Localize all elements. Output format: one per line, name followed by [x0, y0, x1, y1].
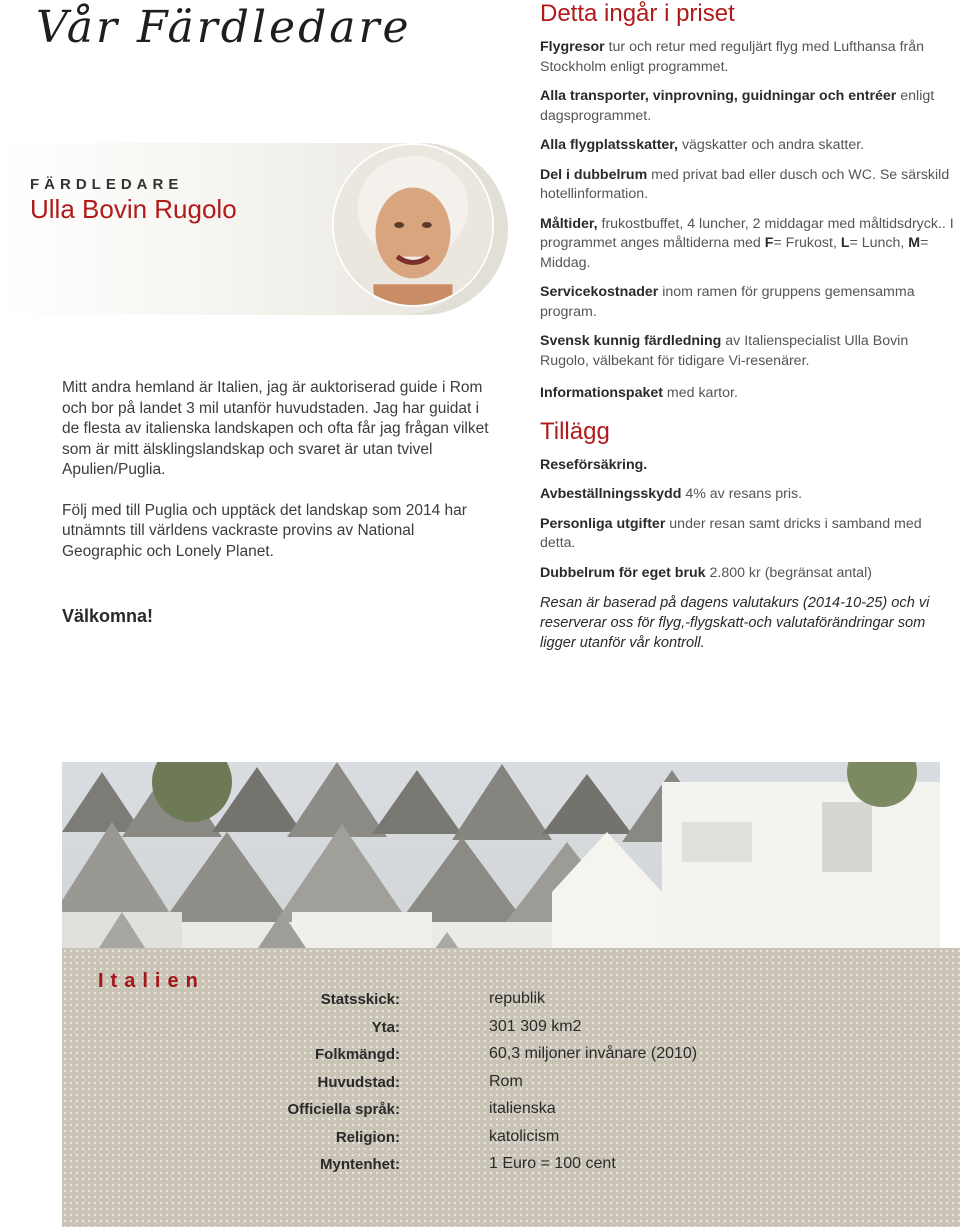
fact-label: Statsskick: — [320, 991, 400, 1008]
guide-intro-paragraph: Mitt andra hemland är Italien, jag är auktoriserad guide i Rom och bor på landet 3 mil utanför huvudstaden. Jag har guidat i de flesta av italienska landskapen och ofta får jag frågan vilket som är mitt älsklingslandskap och svaret är utan tvivel Apulien/Puglia. — [62, 379, 489, 478]
extras-item-bold: Dubbelrum för eget bruk — [540, 564, 706, 581]
fact-value: italienska — [489, 1100, 556, 1117]
guide-kicker: FÄRDLEDARE — [30, 176, 184, 193]
fact-value: Rom — [489, 1073, 523, 1090]
fact-label: Huvudstad: — [317, 1074, 400, 1091]
included-item-text: inom ramen för gruppens gemensamma program. — [540, 284, 915, 320]
guide-follow-paragraph: Följ med till Puglia och upptäck det landskap som 2014 har utnämnts till världens vackraste provins av National Geographic och Lonely Planet. — [62, 501, 467, 560]
included-item-bold: Flygresor — [540, 39, 605, 55]
extras-item-bold: Personliga utgifter — [540, 515, 666, 532]
welcome-text: Välkomna! — [62, 606, 154, 626]
meal-code-m: M — [908, 235, 921, 251]
fact-label: Myntenhet: — [320, 1156, 400, 1173]
extras-item-bold: Reseförsäkring. — [540, 456, 648, 473]
guide-intro — [62, 378, 490, 562]
meal-code-f-text: = Frukost, — [773, 235, 841, 251]
included-item — [540, 166, 955, 205]
included-item — [540, 87, 955, 126]
fact-label: Yta: — [371, 1019, 400, 1036]
fact-value: katolicism — [489, 1128, 560, 1145]
extras-item — [540, 485, 955, 505]
meal-code-m-text: = Middag. — [540, 235, 929, 271]
fact-label: Religion: — [335, 1129, 400, 1146]
extras-item-text: under resan samt dricks i samband med detta. — [540, 515, 922, 551]
meal-code-l: L — [840, 235, 850, 251]
included-item — [540, 136, 955, 156]
page-title: Vår Färdledare — [36, 2, 412, 53]
extras-item-bold: Avbeställningsskydd — [540, 486, 682, 502]
facts-title: Italien — [98, 970, 205, 992]
fact-value: 60,3 miljoner invånare (2010) — [489, 1045, 698, 1062]
included-item-bold: Servicekostnader — [540, 284, 659, 300]
portrait-illustration — [334, 145, 492, 305]
included-item-text: tur och retur med reguljärt flyg med Lufthansa från Stockholm enligt programmet. — [540, 39, 925, 75]
guide-portrait — [332, 143, 494, 307]
included-item-meals — [540, 215, 955, 274]
included-item — [540, 384, 955, 404]
included-item-text: med kartor. — [662, 385, 738, 401]
extras-item — [540, 515, 955, 554]
fact-value: republik — [489, 990, 546, 1007]
included-item-text: vägskatter och andra skatter. — [678, 137, 865, 153]
guide-name: Ulla Bovin Rugolo — [30, 194, 237, 224]
meal-code-l-text: = Lunch, — [849, 235, 909, 251]
included-item-bold: Alla flygplatsskatter, — [540, 137, 678, 153]
included-item — [540, 332, 955, 371]
included-item-text: med privat bad eller dusch och WC. Se särskild hotellinformation. — [540, 166, 950, 202]
meal-code-f: F — [764, 235, 774, 251]
included-item-bold: Svensk kunnig färdledning — [540, 333, 722, 349]
included-item-text: enligt dagsprogrammet. — [540, 88, 935, 124]
extras-heading: Tillägg — [540, 417, 610, 445]
extras-item — [540, 456, 955, 476]
included-item-bold: Alla transporter, vinprovning, guidningar och entréer — [540, 88, 897, 104]
extras-item-text: 2.800 kr (begränsat antal) — [705, 564, 872, 581]
included-item-bold: Del i dubbelrum — [540, 166, 648, 183]
price-info-column — [540, 0, 955, 653]
included-heading: Detta ingår i priset — [540, 0, 735, 27]
fact-label: Officiella språk: — [287, 1101, 400, 1118]
extras-item-text: 4% av resans pris. — [681, 486, 803, 502]
currency-note: Resan är baserad på dagens valutakurs (2014-10-25) och vi reserverar oss för flyg,-flygskatt-och valutaförändringar som ligger utanför vår kontroll. — [540, 595, 930, 651]
included-item-bold: Informationspaket — [540, 385, 663, 401]
included-item-text: av Italienspecialist Ulla Bovin Rugolo, välbekant för tidigare Vi-resenärer. — [540, 333, 909, 369]
extras-item — [540, 564, 955, 584]
fact-value: 1 Euro = 100 cent — [489, 1155, 616, 1172]
meals-text: frukostbuffet, 4 luncher, 2 middagar med måltidsdryck.. I programmet anges måltiderna med — [540, 215, 954, 251]
included-item — [540, 38, 955, 77]
fact-value: 301 309 km2 — [489, 1018, 582, 1035]
included-item — [540, 283, 955, 322]
meals-bold: Måltider, — [540, 215, 598, 232]
fact-label: Folkmängd: — [315, 1046, 400, 1063]
